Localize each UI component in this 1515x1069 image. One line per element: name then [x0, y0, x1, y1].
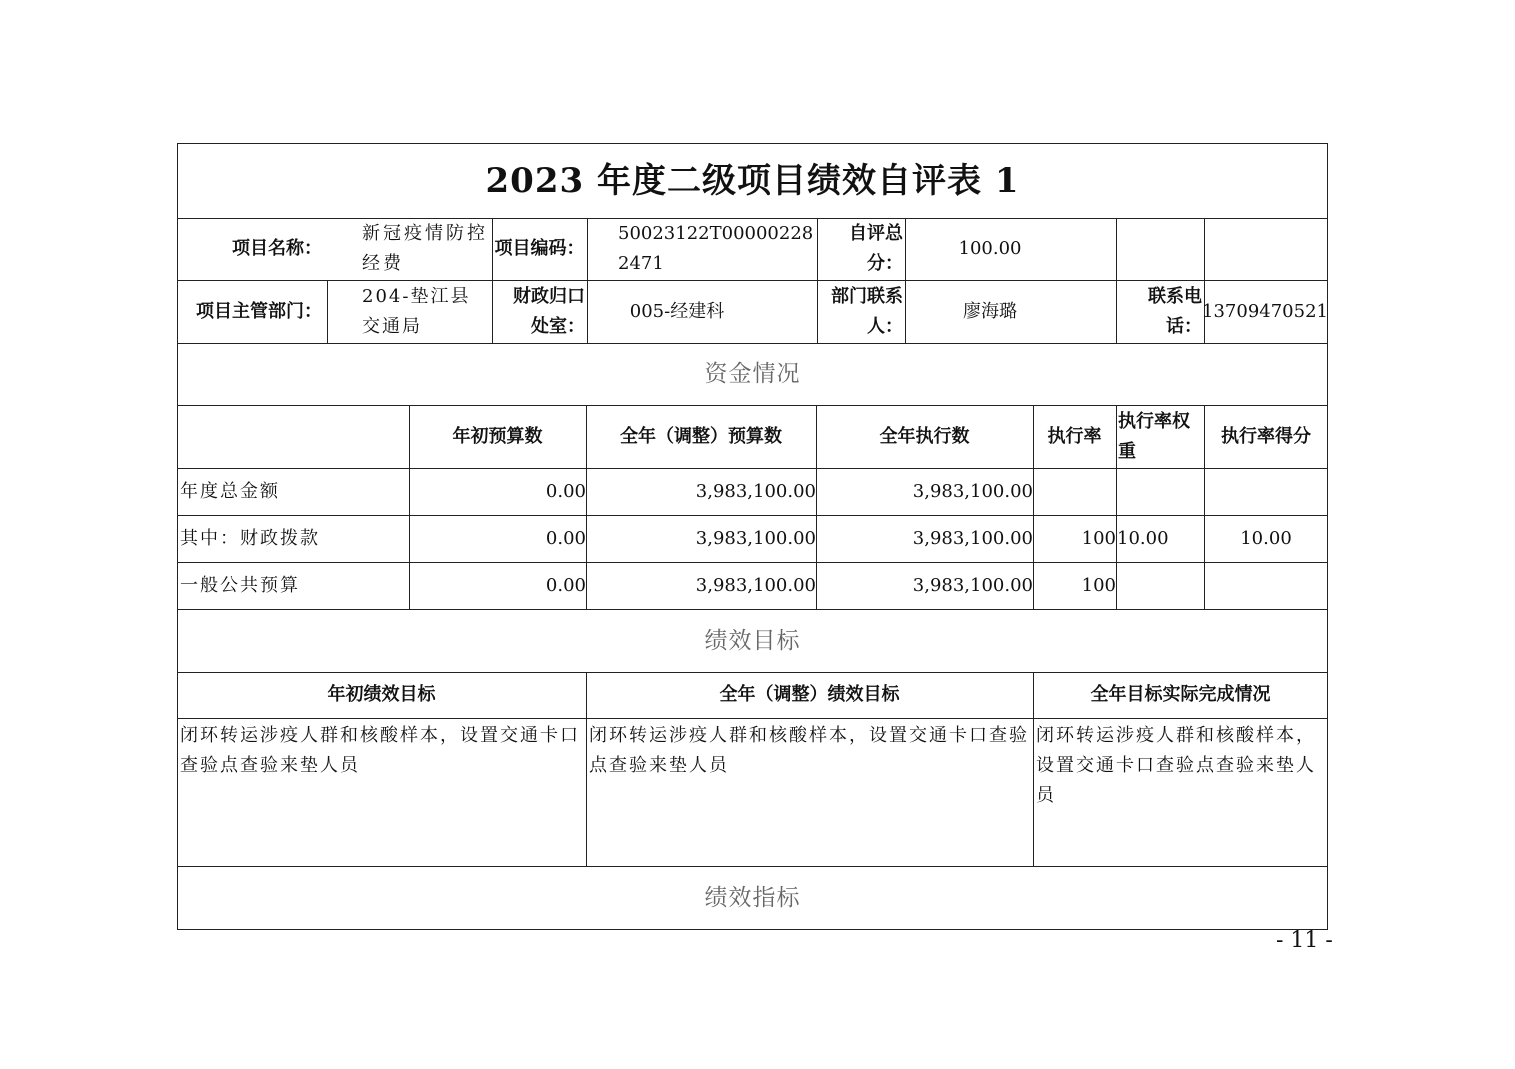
funding-header-adjusted-budget: 全年（调整）预算数: [620, 425, 782, 447]
goal-initial-text: 闭环转运涉疫人群和核酸样本，设置交通卡口查验点查验来垫人员: [180, 725, 580, 776]
funding-cell: 3,983,100.00: [695, 527, 816, 549]
dept-value: 204-垫江县交通局: [362, 285, 471, 337]
finance-office-value: 005-经建科: [629, 300, 725, 322]
rule: [817, 218, 818, 343]
funding-cell: 3,983,100.00: [912, 527, 1033, 549]
funding-cell: 3,983,100.00: [912, 480, 1033, 502]
funding-cell: 100: [1081, 527, 1116, 549]
rule: [327, 280, 328, 343]
funding-header-initial-budget: 年初预算数: [452, 425, 543, 447]
page-number: - 11 -: [1276, 928, 1333, 953]
funding-cell: 10.00: [1117, 527, 1169, 549]
funding-header-rate-weight: 执行率权重: [1118, 410, 1190, 462]
goal-adjusted-text: 闭环转运涉疫人群和核酸样本，设置交通卡口查验点查验来垫人员: [589, 725, 1029, 776]
funding-row-label: 其中：财政拨款: [180, 527, 320, 549]
funding-cell: 0.00: [545, 527, 586, 549]
funding-cell: 10.00: [1240, 527, 1292, 549]
funding-header-executed: 全年执行数: [879, 425, 970, 447]
goals-header-adjusted: 全年（调整）绩效目标: [719, 684, 900, 705]
funding-cell: 3,983,100.00: [695, 480, 816, 502]
contact-value: 廖海璐: [963, 300, 1017, 322]
self-score-value: 100.00: [958, 238, 1022, 259]
funding-header-rate-score: 执行率得分: [1221, 425, 1311, 447]
goals-header-actual: 全年目标实际完成情况: [1090, 684, 1271, 705]
funding-cell: 3,983,100.00: [912, 574, 1033, 596]
finance-office-label: 财政归口处室：: [513, 285, 585, 337]
rule: [1116, 218, 1117, 343]
project-name-label: 项目名称：: [232, 238, 322, 259]
phone-label: 联系电话：: [1148, 285, 1202, 337]
goals-header-initial: 年初绩效目标: [327, 684, 436, 705]
goal-actual-text: 闭环转运涉疫人群和核酸样本，设置交通卡口查验点查验来垫人员: [1036, 725, 1316, 806]
funding-row-label: 一般公共预算: [180, 574, 300, 596]
self-score-label: 自评总分：: [849, 223, 903, 274]
funding-cell: 0.00: [545, 480, 586, 502]
project-code-label: 项目编码：: [494, 238, 585, 259]
funding-cell: 100: [1081, 574, 1116, 596]
rule: [177, 718, 1328, 719]
phone-value: 13709470521: [1202, 300, 1328, 322]
funding-cell: 3,983,100.00: [695, 574, 816, 596]
rule: [1116, 405, 1117, 609]
project-code-value: 50023122T000002282471: [618, 223, 814, 274]
dept-label: 项目主管部门：: [196, 300, 322, 322]
project-name-value: 新冠疫情防控经费: [362, 223, 488, 274]
contact-label: 部门联系人：: [831, 285, 903, 337]
indicators-section-title: 绩效指标: [704, 884, 801, 911]
funding-section-title: 资金情况: [704, 361, 801, 387]
funding-row-label: 年度总金额: [180, 480, 280, 502]
funding-cell: 0.00: [545, 574, 586, 596]
goals-section-title: 绩效目标: [704, 627, 801, 654]
funding-header-exec-rate: 执行率: [1047, 425, 1102, 447]
form-title: 2023 年度二级项目绩效自评表 1: [485, 160, 1020, 201]
